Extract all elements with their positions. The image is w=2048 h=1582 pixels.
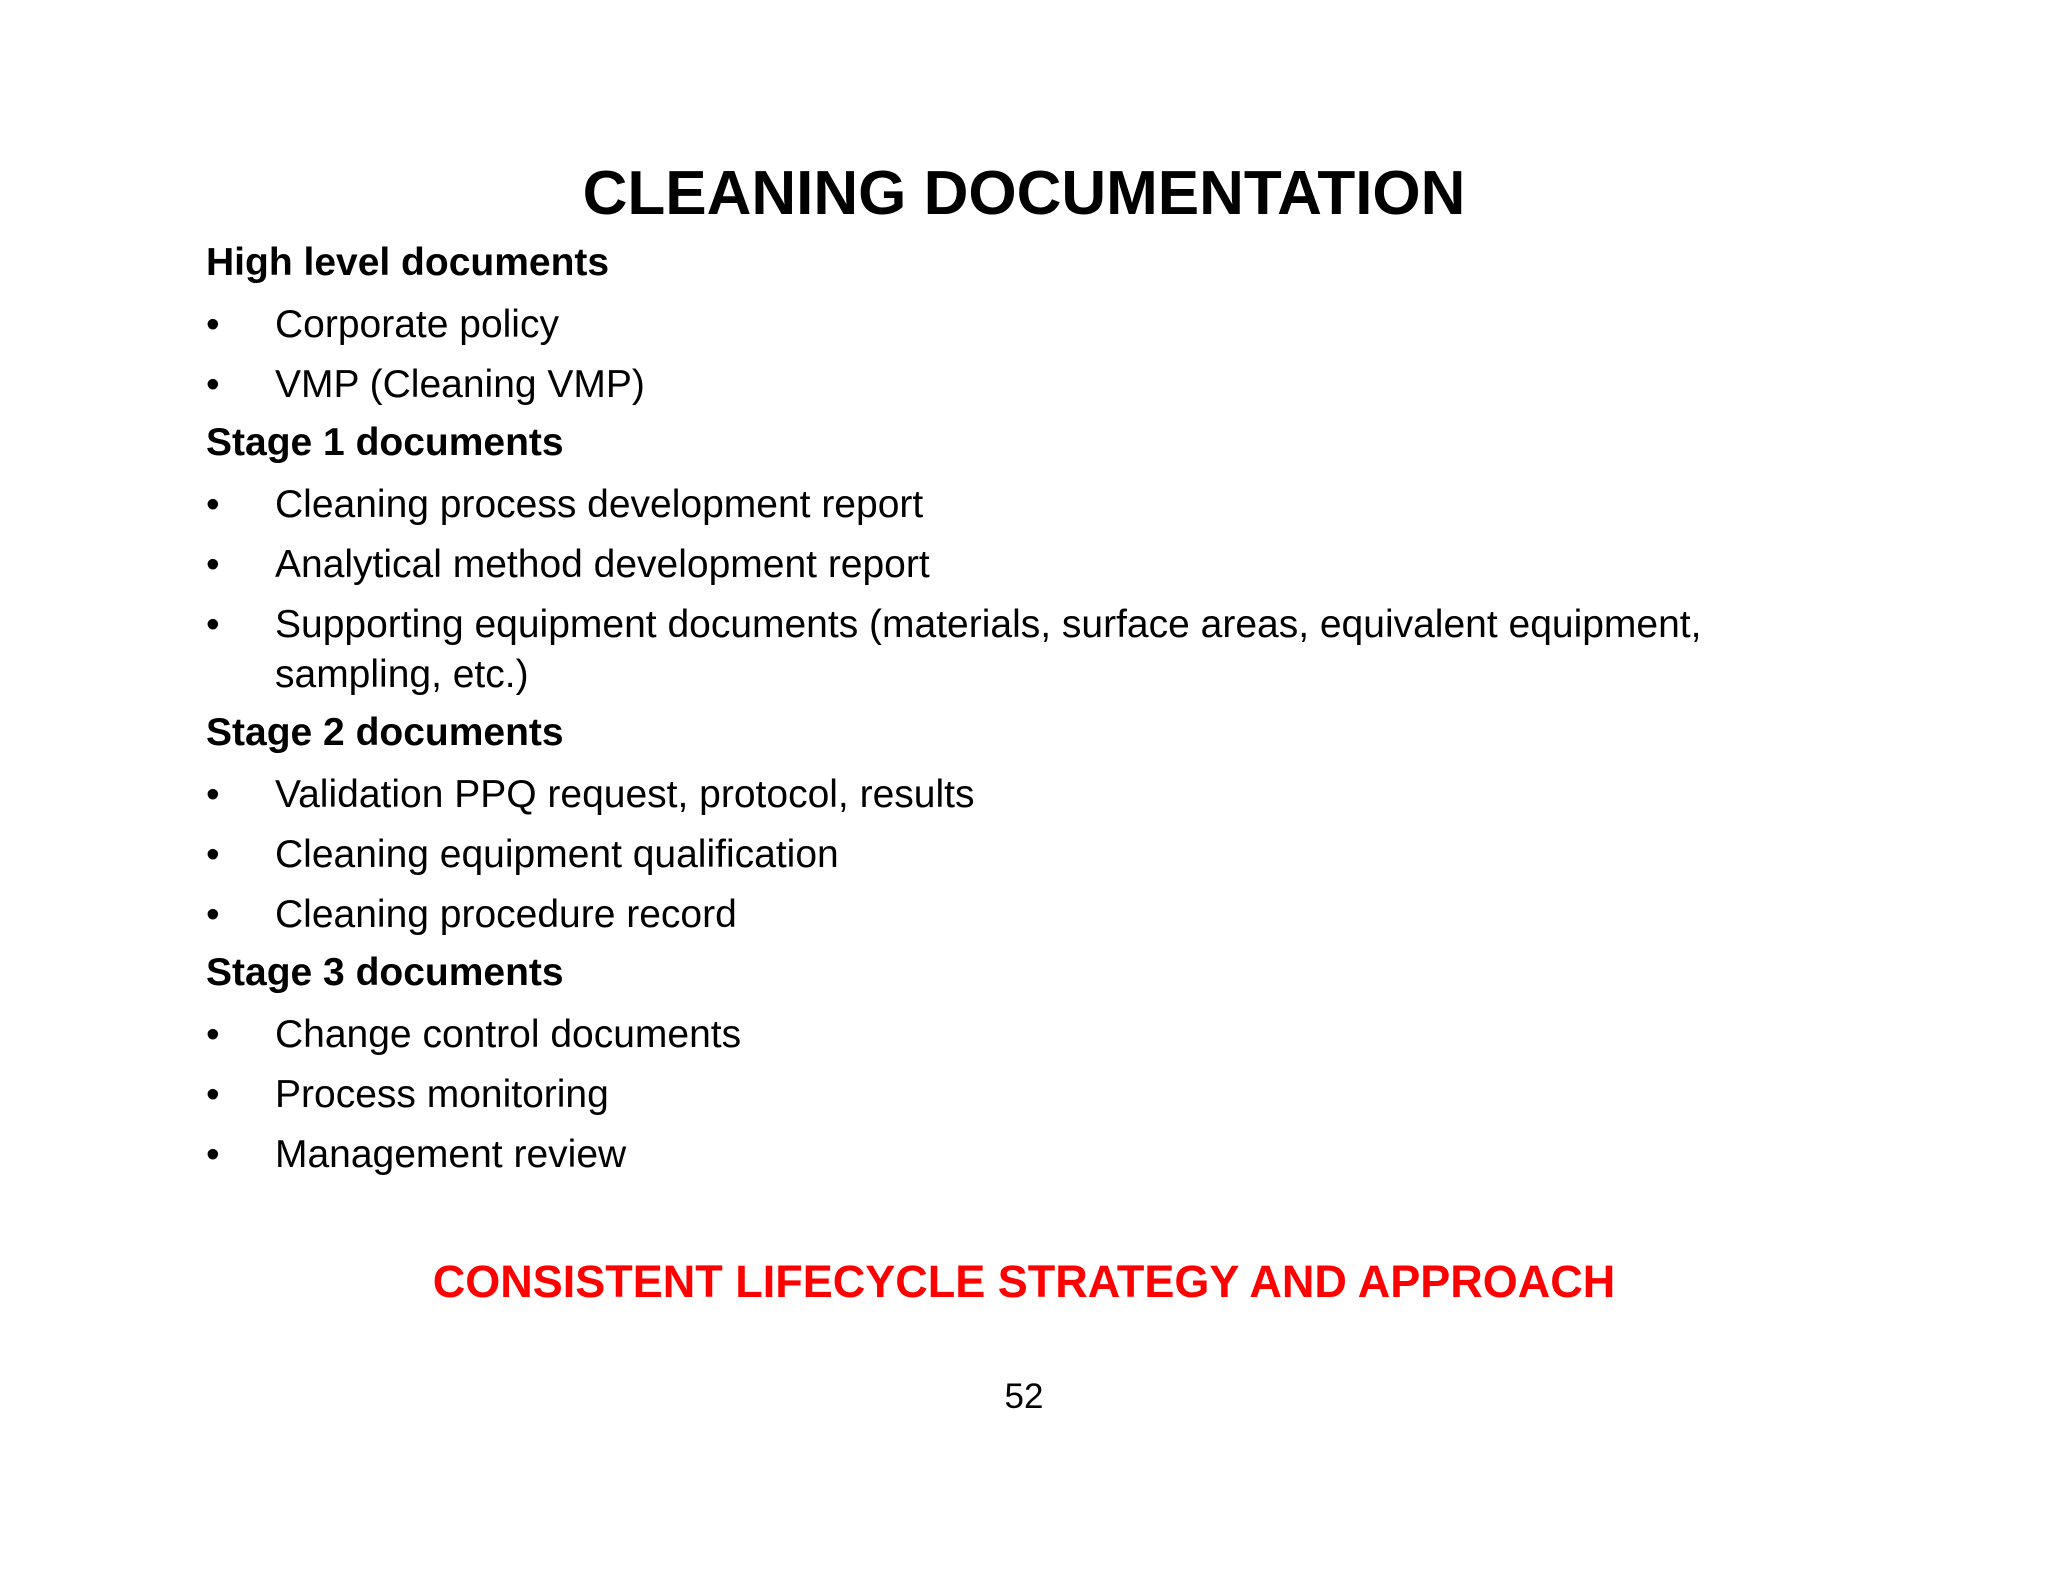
list-item (206, 1070, 1846, 1120)
list-item (206, 360, 1846, 410)
bullet-icon: • (206, 303, 220, 346)
bullet-icon: • (206, 1073, 220, 1116)
bullet-icon: • (206, 1013, 220, 1056)
list-item-text: Cleaning process development report (275, 483, 924, 526)
list-item-text: Supporting equipment documents (materials, surface areas, equivalent equipment, sampling, etc.) (275, 603, 1702, 696)
bullet-list (206, 770, 1846, 940)
bullet-icon: • (206, 1133, 220, 1176)
section-stage-1 (206, 420, 1846, 700)
list-item-text: Cleaning procedure record (275, 893, 737, 936)
bullet-list (206, 480, 1846, 700)
list-item-text: Process monitoring (275, 1073, 609, 1116)
list-item (206, 830, 1846, 880)
list-item-text: VMP (Cleaning VMP) (275, 363, 645, 406)
bullet-icon: • (206, 483, 220, 526)
list-item-text: Analytical method development report (275, 543, 930, 586)
section-stage-2 (206, 710, 1846, 940)
bullet-icon: • (206, 773, 220, 816)
list-item-text: Corporate policy (275, 303, 559, 346)
document-body (206, 240, 1846, 1190)
bullet-list (206, 1010, 1846, 1180)
bullet-icon: • (206, 893, 220, 936)
section-heading: High level documents (206, 241, 610, 284)
list-item (206, 1130, 1846, 1180)
list-item-text: Cleaning equipment qualification (275, 833, 839, 876)
bullet-icon: • (206, 603, 220, 646)
section-high-level (206, 240, 1846, 410)
list-item (206, 890, 1846, 940)
list-item-text: Validation PPQ request, protocol, results (275, 773, 975, 816)
section-heading: Stage 1 documents (206, 421, 564, 464)
tagline: CONSISTENT LIFECYCLE STRATEGY AND APPROACH (432, 1256, 1616, 1307)
page-title: CLEANING DOCUMENTATION (582, 159, 1466, 228)
list-item (206, 770, 1846, 820)
bullet-icon: • (206, 833, 220, 876)
list-item-text: Change control documents (275, 1013, 742, 1056)
section-heading: Stage 3 documents (206, 951, 564, 994)
list-item (206, 480, 1846, 530)
bullet-icon: • (206, 363, 220, 406)
list-item-text: Management review (275, 1133, 627, 1176)
bullet-icon: • (206, 543, 220, 586)
list-item (206, 1010, 1846, 1060)
list-item (206, 540, 1846, 590)
section-stage-3 (206, 950, 1846, 1180)
bullet-list (206, 300, 1846, 410)
list-item (206, 600, 1846, 700)
list-item (206, 300, 1846, 350)
section-heading: Stage 2 documents (206, 711, 564, 754)
page-number: 52 (1004, 1377, 1044, 1416)
